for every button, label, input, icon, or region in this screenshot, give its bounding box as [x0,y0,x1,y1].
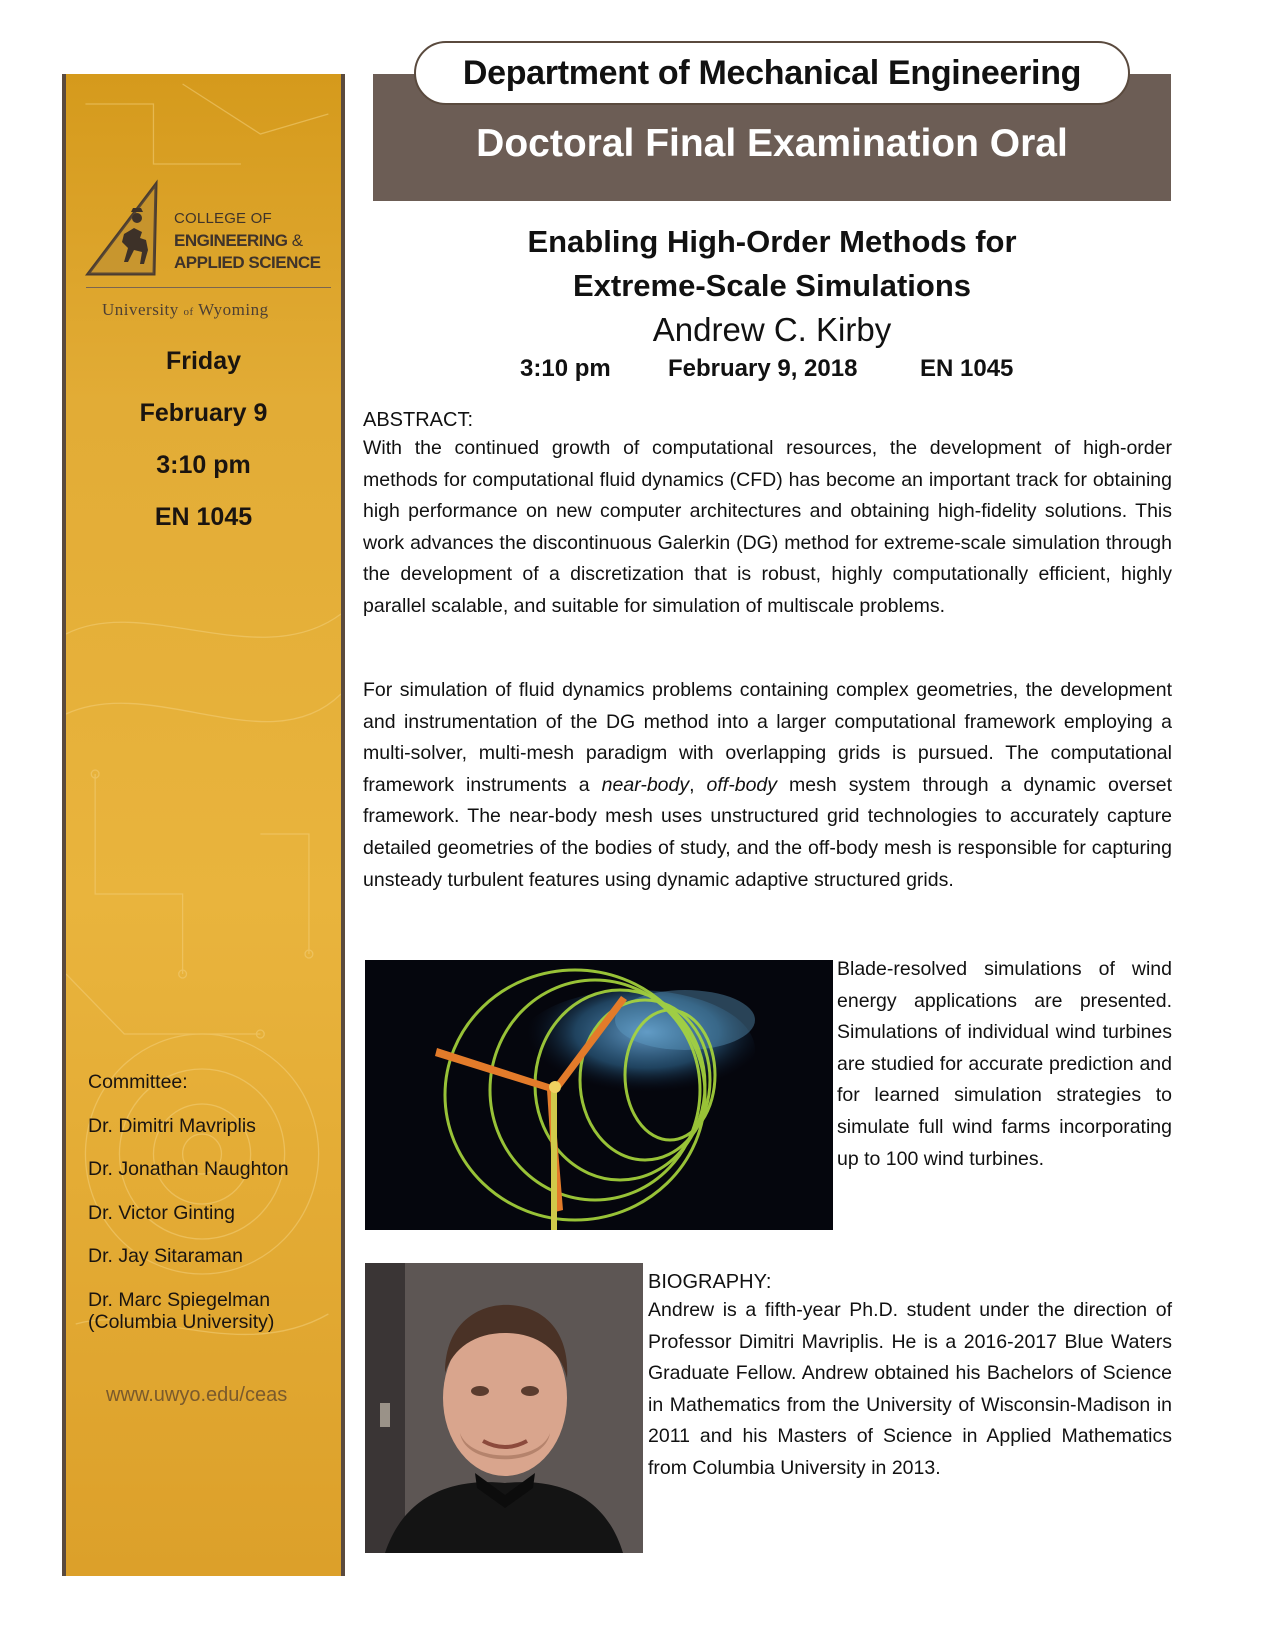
university-word: University [102,300,179,319]
department-title: Department of Mechanical Engineering [414,41,1130,105]
college-ampersand: & [291,231,303,250]
committee-affiliation: (Columbia University) [88,1311,275,1333]
person-icon [365,1263,643,1553]
university-wyoming: Wyoming [198,300,269,319]
college-line-1: COLLEGE OF [174,210,272,227]
university-of: of [183,306,194,318]
committee-member: Dr. Marc Spiegelman [88,1288,271,1311]
speaker-photo [365,1263,643,1553]
committee-member: Dr. Dimitri Mavriplis [88,1114,256,1137]
talk-title-line-2: Extreme-Scale Simulations [573,268,971,303]
sidebar [62,74,345,1576]
abstract-paragraph-2 [363,675,1172,896]
off-body-term: off-body [706,773,778,796]
biography-text: Andrew is a fifth-year Ph.D. student under the direction of Professor Dimitri Mavriplis. He is a 2016-2017 Blue Waters Graduate Fellow. Andrew obtained his Bachelors of Science in Mathematics from the University of Wisconsin-Madison in 2011 and his Masters of Science in Applied Mathematics from Columbia University in 2013. [648,1299,1172,1479]
committee-member: Dr. Jonathan Naughton [88,1158,289,1180]
university-name [102,300,269,320]
committee-member: Dr. Jay Sitaraman [88,1245,243,1267]
college-line-3: APPLIED SCIENCE [174,253,321,272]
abstract-label: ABSTRACT: [363,409,474,431]
speaker-name: Andrew C. Kirby [652,311,892,348]
near-body-term: near-body [601,773,690,796]
committee-member: Dr. Victor Ginting [88,1201,236,1224]
sidebar-room: EN 1045 [154,503,253,531]
college-name [174,208,320,274]
sidebar-day: Friday [165,347,242,375]
wind-turbine-icon [365,960,833,1230]
simulation-caption: Blade-resolved simulations of wind energy applications are presented. Simulations of individual wind turbines are studied for accurate prediction and for learned simulation strategies to simulate full wind farms incorporating up to 100 wind turbines. [837,958,1172,1170]
talk-title-line-1: Enabling High-Order Methods for [527,224,1017,259]
biography-label: BIOGRAPHY: [648,1271,772,1293]
abstract-paragraph-1: With the continued growth of computational resources, the development of high-order methods for computational fluid dynamics (CFD) has become an important track for obtaining high performance on new computer architectures and obtaining high-fidelity solutions. This work advances the discontinuous Galerkin (DG) method for extreme-scale simulation through the development of a discretization that is robust, highly computationally efficient, highly parallel scalable, and suitable for simulation of multiscale problems. [363,437,1172,617]
college-line-2 [174,230,320,252]
wind-turbine-simulation-image [365,960,833,1230]
committee-list [88,1071,289,1355]
exam-type-title: Doctoral Final Examination Oral [476,122,1068,165]
talk-time: 3:10 pm [520,355,611,382]
talk-title [373,220,1171,308]
abstract-paragraph-2-text: For simulation of fluid dynamics problems containing complex geometries, the development and instrumentation of the DG method into a larger computational framework employing a multi-solver, multi-mesh paradigm with overlapping grids is pursued. The computational framework instruments a [363,679,1172,796]
abstract-paragraph-2-text-end: mesh system through a dynamic overset framework. The near-body mesh uses unstructured grid technologies to accurately capture detailed geometries of the bodies of study, and the off-body mesh is responsible for capturing unsteady turbulent features using dynamic adaptive structured grids. [363,773,1172,891]
sidebar-date: February 9 [139,399,268,427]
divider [86,287,331,288]
sidebar-time: 3:10 pm [156,451,251,479]
website-link[interactable]: www.uwyo.edu/ceas [106,1384,288,1406]
talk-room: EN 1045 [920,355,1014,382]
college-line-2a: ENGINEERING [174,231,288,250]
abstract-comma: , [689,773,707,796]
talk-date: February 9, 2018 [668,355,858,382]
committee-label: Committee: [88,1071,188,1093]
